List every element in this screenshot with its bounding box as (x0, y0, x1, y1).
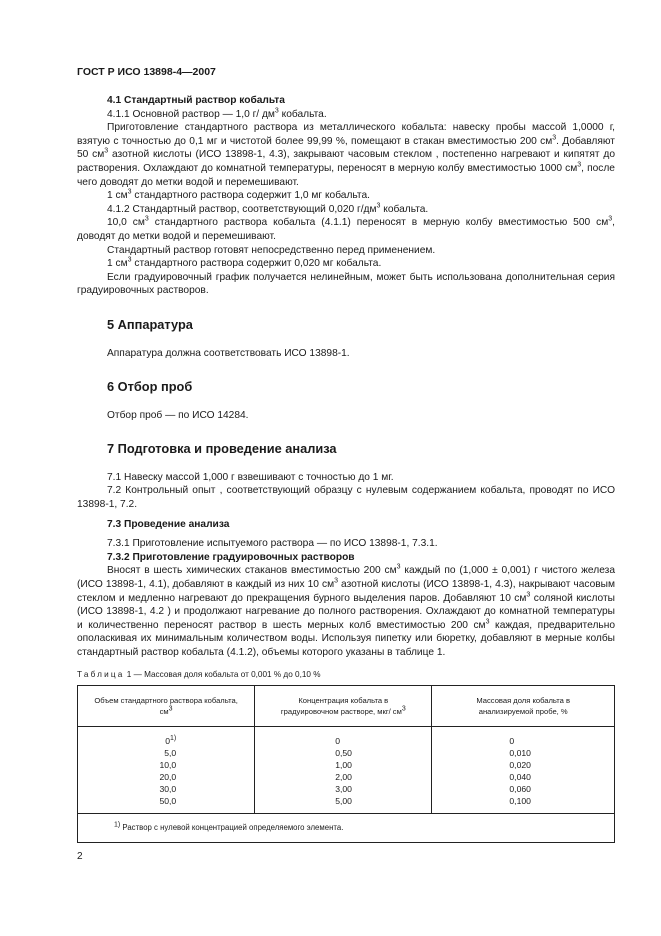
page-number: 2 (77, 851, 83, 862)
clause-7-2: 7.2 Контрольный опыт , соответствующий образцу с нулевым содержанием кобальта, проводят по ИСО 13898-1, 7.2. (77, 485, 615, 511)
data-table (77, 685, 615, 843)
section-6-text: Отбор проб — по ИСО 14284. (107, 409, 249, 421)
section-5-text: Аппаратура должна соответствовать ИСО 13898-1. (107, 347, 350, 359)
table-header-concentration: Концентрация кобальта в градуировочном растворе, мкг/ $см^3$ (255, 686, 432, 727)
table-footnote: $^{1)}$ Раствор с нулевой концентрацией определяемого элемента. (78, 814, 615, 843)
table-header-volume: Объем стандартного раствора кобальта, $см^3$ (78, 686, 255, 727)
table-row (78, 727, 615, 814)
clause-7-1: 7.1 Навеску массой 1,000 г взвешивают с точностью до 1 мг. (107, 471, 394, 483)
clause-4-1-1: 4.1.1 Основной раствор — 1,0 г/ $дм^3$ кобальта. (107, 107, 327, 120)
paragraph-content-2: 1 $см^3$ стандартного раствора содержит 0,020 мг кобальта. (107, 256, 382, 270)
clause-4-1-2: 4.1.2 Стандартный раствор, соответствующий 0,020 $г/дм^3$ кобальта. (107, 202, 429, 215)
section-6-heading: 6 Отбор проб (107, 379, 193, 395)
clause-7-3-title: 7.3 Проведение анализа (107, 518, 230, 530)
mass-fraction-column: 0 0,010 0,020 0,040 0,060 0,100 (432, 727, 615, 814)
section-7-heading: 7 Подготовка и проведение анализа (107, 441, 337, 457)
clause-7-3-1: 7.3.1 Приготовление испытуемого раствора — по ИСО 13898-1, 7.3.1. (107, 538, 438, 550)
paragraph-nonlinear: Если градуировочный график получается нелинейным, может быть использована дополнительная серия градуировочных растворов. (77, 271, 615, 297)
paragraph-content-1: 1 $см^3$ стандартного раствора содержит 1,0 мг кобальта. (107, 188, 370, 202)
paragraph-preparation: Приготовление стандартного раствора из металлического кобальта: навеску пробы массой 1,0000 г, взятую с точностью до 0,1 мг и чистотой более 99,99 %, помещают в стакан вместимостью 200 $см^3$. Добавляют 50 $см^3$ азотной кислоты (ИСО 13898-1, 4.3), закрывают часовым стеклом , постепенно нагревают и кипятят до растворения. Охлаждают до комнатной температуры, переносят в мерную колбу вместимостью 1000 $см^3$, после чего доводят до метки водой и перемешивают. (77, 122, 616, 188)
clause-7-3-2-title: 7.3.2 Приготовление градуировочных растворов (107, 551, 355, 563)
table-caption: Таблица 1 — Массовая доля кобальта от 0,001 % до 0,10 % (77, 669, 321, 679)
concentration-column: 0 0,50 1,00 2,00 3,00 5,00 (255, 727, 432, 814)
section-5-heading: 5 Аппаратура (107, 316, 193, 332)
table-header-mass-fraction: Массовая доля кобальта в анализируемой пробе, % (432, 686, 615, 727)
volume-column: 0$^{1)}$ 5,0 10,0 20,0 30,0 50,0 (78, 727, 255, 814)
document-body (77, 94, 615, 843)
clause-4-1-title: 4.1 Стандартный раствор кобальта (107, 95, 285, 106)
paragraph-freshness: Стандартный раствор готовят непосредственно перед применением. (107, 244, 436, 256)
standard-header: ГОСТ Р ИСО 13898-4—2007 (77, 66, 216, 78)
paragraph-dilution: 10,0 $см^3$ стандартного раствора кобальта (4.1.1) переносят в мерную колбу вместимостью 500 $см^3$, доводят до метки водой и перемешивают. (77, 215, 615, 242)
clause-7-3-2-text: Вносят в шесть химических стаканов вместимостью 200 $см^3$ каждый по (1,000 ± 0,001) г чистого железа (ИСО 13898-1, 4.1), добавляют в каждый из них 10 $см^3$ азотной кислоты (ИСО 13898-1, 4.3), накрывают часовым стеклом и медленно нагревают до прекращения бурного выделения паров. Добавляют 10 $см^3$ соляной кислоты (ИСО 13898-1, 4.2 ) и продолжают нагревание до полного растворения. Охлаждают до комнатной температуры и количественно переносят раствор в шесть мерных колб вместимостью 200 $см^3$ каждая, предварительно ополаскивая их минимальным количеством воды. Используя пипетку или бюретку, добавляют в мерные колбы стандартный раствор кобальта (4.1.2), объемы которого указаны в таблице 1. (77, 564, 615, 658)
